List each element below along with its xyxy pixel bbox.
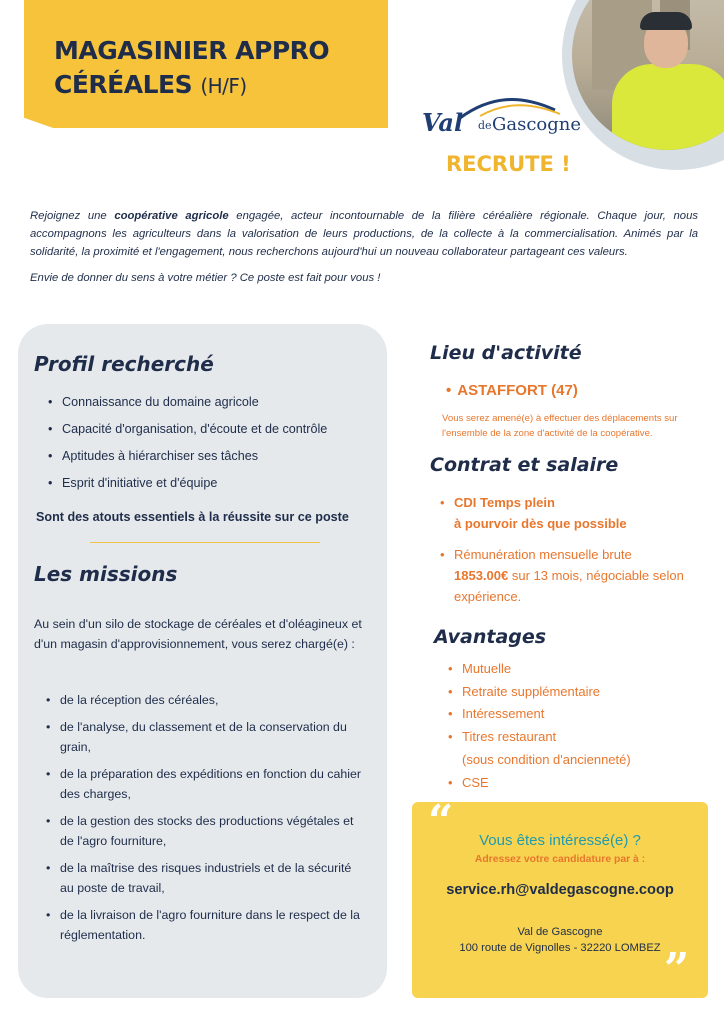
list-item: • Connaissance du domaine agricole [48,395,368,422]
lieu-place: • ASTAFFORT (47) [446,382,578,399]
logo-val: Val [422,108,464,137]
list-item: • de la réception des céréales, [46,690,368,710]
list-item: • Retraite supplémentaire [448,681,708,704]
list-item: • Mutuelle [448,658,708,681]
list-item: • de la livraison de l'agro fourniture dans le respect de la réglementation. [46,905,368,945]
contact-email[interactable]: service.rh@valdegascogne.coop [446,882,674,898]
list-item: • Esprit d'initiative et d'équipe [48,476,368,503]
contact-address: 100 route de Vignolles - 32220 LOMBEZ [459,942,661,954]
intro-paragraph-2: Envie de donner du sens à votre métier ? Ce poste est fait pour vous ! [30,272,381,284]
list-item: • de l'analyse, du classement et de la conservation du grain, [46,717,368,757]
open-quote-icon: “ [428,796,454,847]
contact-company: Val de Gascogne [517,926,603,938]
list-item: • Aptitudes à hiérarchiser ses tâches [48,449,368,476]
salary: • Rémunération mensuelle brute 1853.00€ sur 13 mois, négociable selon expérience. [440,544,710,607]
lieu-note: Vous serez amené(e) à effectuer des déplacements sur l'ensemble de la zone d'activité de la coopérative. [442,413,678,439]
list-item: • de la préparation des expéditions en fonction du cahier des charges, [46,764,368,804]
close-quote-icon: ” [664,944,690,995]
val-de-gascogne-logo [420,92,590,148]
job-title-line1: MAGASINIER APPRO [54,36,330,65]
recrute-heading: RECRUTE ! [446,152,571,176]
missions-list [46,690,368,952]
intro-highlight: coopérative agricole [114,210,229,222]
section-divider [90,542,320,543]
list-item: • de la maîtrise des risques industriels et de la sécurité au poste de travail, [46,858,368,898]
profil-list [48,395,368,503]
missions-intro: Au sein d'un silo de stockage de céréales et d'oléagineux et d'un magasin d'approvisionnement, vous serez chargé(e) : [34,617,362,651]
atouts-statement: Sont des atouts essentiels à la réussite sur ce poste [36,510,349,524]
intro-paragraph-1: Rejoignez une coopérative agricole engagée, acteur incontournable de la filière céréalière régionale. Chaque jour, nous accompagnons les agriculteurs dans la valorisation de leurs productions, de la collecte à la commercialisation. Animés par la solidarité, la proximité et l'engagement, nous recherchons aujourd'hui un nouveau collaborateur partageant ces valeurs. [30,210,699,258]
avantages-list [448,658,708,794]
list-item: • CSE [448,772,708,795]
job-title-line2 [54,68,384,103]
list-item: • Intéressement [448,703,708,726]
profil-title: Profil recherché [34,352,214,376]
job-title [54,34,384,103]
contact-question: Vous êtes intéressé(e) ? [479,832,641,849]
avantages-title: Avantages [434,626,547,648]
job-title-word: CÉRÉALES [54,70,193,99]
intro-text [30,207,698,287]
contact-instruction: Adressez votre candidature par à : [474,854,646,865]
contrat-title: Contrat et salaire [430,454,619,476]
logo-gascogne: Gascogne [492,114,582,135]
list-item: • de la gestion des stocks des productions végétales et de l'agro fourniture, [46,811,368,851]
contrat-list [440,492,710,617]
salary-amount: 1853.00€ [454,568,509,583]
job-title-suffix: (H/F) [200,74,247,98]
titres-note: (sous condition d'ancienneté) [462,751,631,767]
lieu-title: Lieu d'activité [430,342,582,364]
missions-title: Les missions [34,562,178,586]
logo-de: de [478,119,492,132]
list-item: • Capacité d'organisation, d'écoute et de contrôle [48,422,368,449]
list-item: • Titres restaurant (sous condition d'ancienneté) [448,726,708,771]
contract-type: • CDI Temps plein à pourvoir dès que possible [440,492,710,534]
